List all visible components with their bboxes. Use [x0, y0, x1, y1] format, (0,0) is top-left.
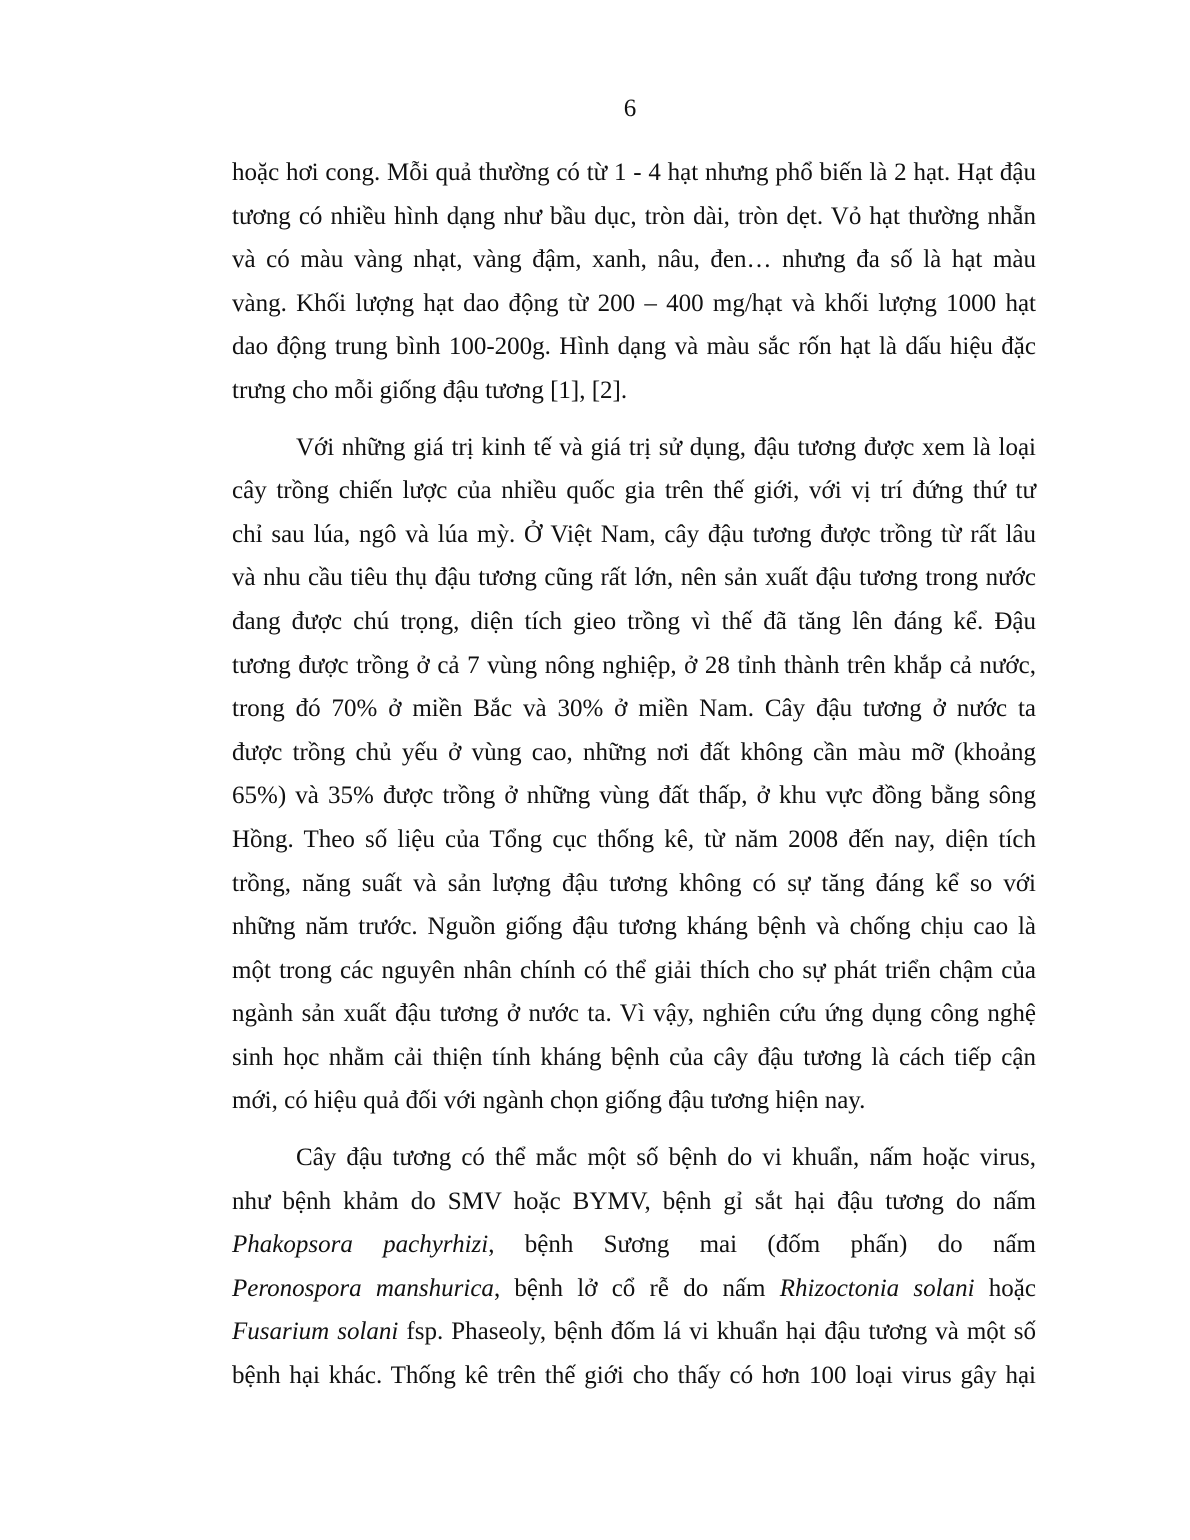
- text-segment: fsp. Phaseoly, bệnh đốm lá vi khuẩn hại đậu tương và một số: [398, 1318, 1036, 1346]
- paragraph-1: [232, 151, 1036, 413]
- text-line: và có màu vàng nhạt, vàng đậm, xanh, nâu, đen… nhưng đa số là hạt màu: [232, 246, 1036, 274]
- text-line: tương có nhiều hình dạng như bầu dục, tròn dài, tròn dẹt. Vỏ hạt thường nhẵn: [232, 202, 1036, 230]
- text-line: Cây đậu tương có thể mắc một số bệnh do vi khuẩn, nấm hoặc virus,: [296, 1144, 1036, 1172]
- text-line: và nhu cầu tiêu thụ đậu tương cũng rất lớn, nên sản xuất đậu tương trong nước: [232, 564, 1036, 592]
- text-line: cây trồng chiến lược của nhiều quốc gia trên thế giới, với vị trí đứng thứ tư: [232, 477, 1036, 505]
- text-line: những năm trước. Nguồn giống đậu tương kháng bệnh và chống chịu cao là: [232, 913, 1036, 941]
- paragraph-3: [232, 1136, 1036, 1398]
- text-line: 65%) và 35% được trồng ở những vùng đất thấp, ở khu vực đồng bằng sông: [232, 782, 1036, 810]
- species-name: Peronospora manshurica: [232, 1274, 494, 1302]
- text-line: bệnh hại khác. Thống kê trên thế giới cho thấy có hơn 100 loại virus gây hại: [232, 1362, 1036, 1390]
- species-name: Phakopsora pachyrhizi: [232, 1231, 489, 1259]
- text-line: tương được trồng ở cả 7 vùng nông nghiệp, ở 28 tỉnh thành trên khắp cả nước,: [232, 651, 1036, 679]
- text-segment: , bệnh Sương mai (đốm phấn) do nấm: [488, 1231, 1036, 1259]
- text-line: vàng. Khối lượng hạt dao động từ 200 – 400 mg/hạt và khối lượng 1000 hạt: [232, 289, 1036, 317]
- text-line: Hồng. Theo số liệu của Tổng cục thống kê, từ năm 2008 đến nay, diện tích: [232, 825, 1036, 853]
- text-line: hoặc hơi cong. Mỗi quả thường có từ 1 - 4 hạt nhưng phổ biến là 2 hạt. Hạt đậu: [232, 159, 1036, 186]
- text-segment: , bệnh lở cổ rễ do nấm: [493, 1274, 780, 1302]
- text-line: [232, 1310, 1036, 1354]
- text-line: trồng, năng suất và sản lượng đậu tương không có sự tăng đáng kể so với: [232, 869, 1036, 897]
- text-line: [232, 1267, 1036, 1311]
- text-line: đang được chú trọng, diện tích gieo trồng vì thế đã tăng lên đáng kể. Đậu: [232, 607, 1036, 635]
- page-number: 6: [623, 95, 637, 122]
- text-line: một trong các nguyên nhân chính có thể giải thích cho sự phát triển chậm của: [232, 956, 1036, 984]
- document-body: [232, 151, 1036, 1398]
- text-line: [232, 1223, 1036, 1267]
- text-line: dao động trung bình 100-200g. Hình dạng và màu sắc rốn hạt là dấu hiệu đặc: [232, 333, 1036, 361]
- species-name: Rhizoctonia solani: [779, 1274, 975, 1302]
- text-segment: hoặc: [974, 1274, 1037, 1302]
- text-line: chỉ sau lúa, ngô và lúa mỳ. Ở Việt Nam, cây đậu tương được trồng từ rất lâu: [232, 520, 1036, 548]
- text-line: như bệnh khảm do SMV hoặc BYMV, bệnh gỉ sắt hại đậu tương do nấm: [232, 1187, 1036, 1215]
- text-line: được trồng chủ yếu ở vùng cao, những nơi đất không cần màu mỡ (khoảng: [232, 738, 1036, 766]
- text-line: trưng cho mỗi giống đậu tương [1], [2].: [232, 376, 628, 404]
- text-line: ngành sản xuất đậu tương ở nước ta. Vì vậy, nghiên cứu ứng dụng công nghệ: [232, 1000, 1036, 1028]
- text-line: mới, có hiệu quả đối với ngành chọn giống đậu tương hiện nay.: [232, 1087, 866, 1115]
- species-name: Fusarium solani: [232, 1318, 399, 1346]
- text-line: Với những giá trị kinh tế và giá trị sử dụng, đậu tương được xem là loại: [296, 433, 1036, 461]
- paragraph-2: [232, 426, 1036, 1124]
- text-line: trong đó 70% ở miền Bắc và 30% ở miền Nam. Cây đậu tương ở nước ta: [232, 695, 1036, 723]
- text-line: sinh học nhằm cải thiện tính kháng bệnh của cây đậu tương là cách tiếp cận: [232, 1043, 1036, 1071]
